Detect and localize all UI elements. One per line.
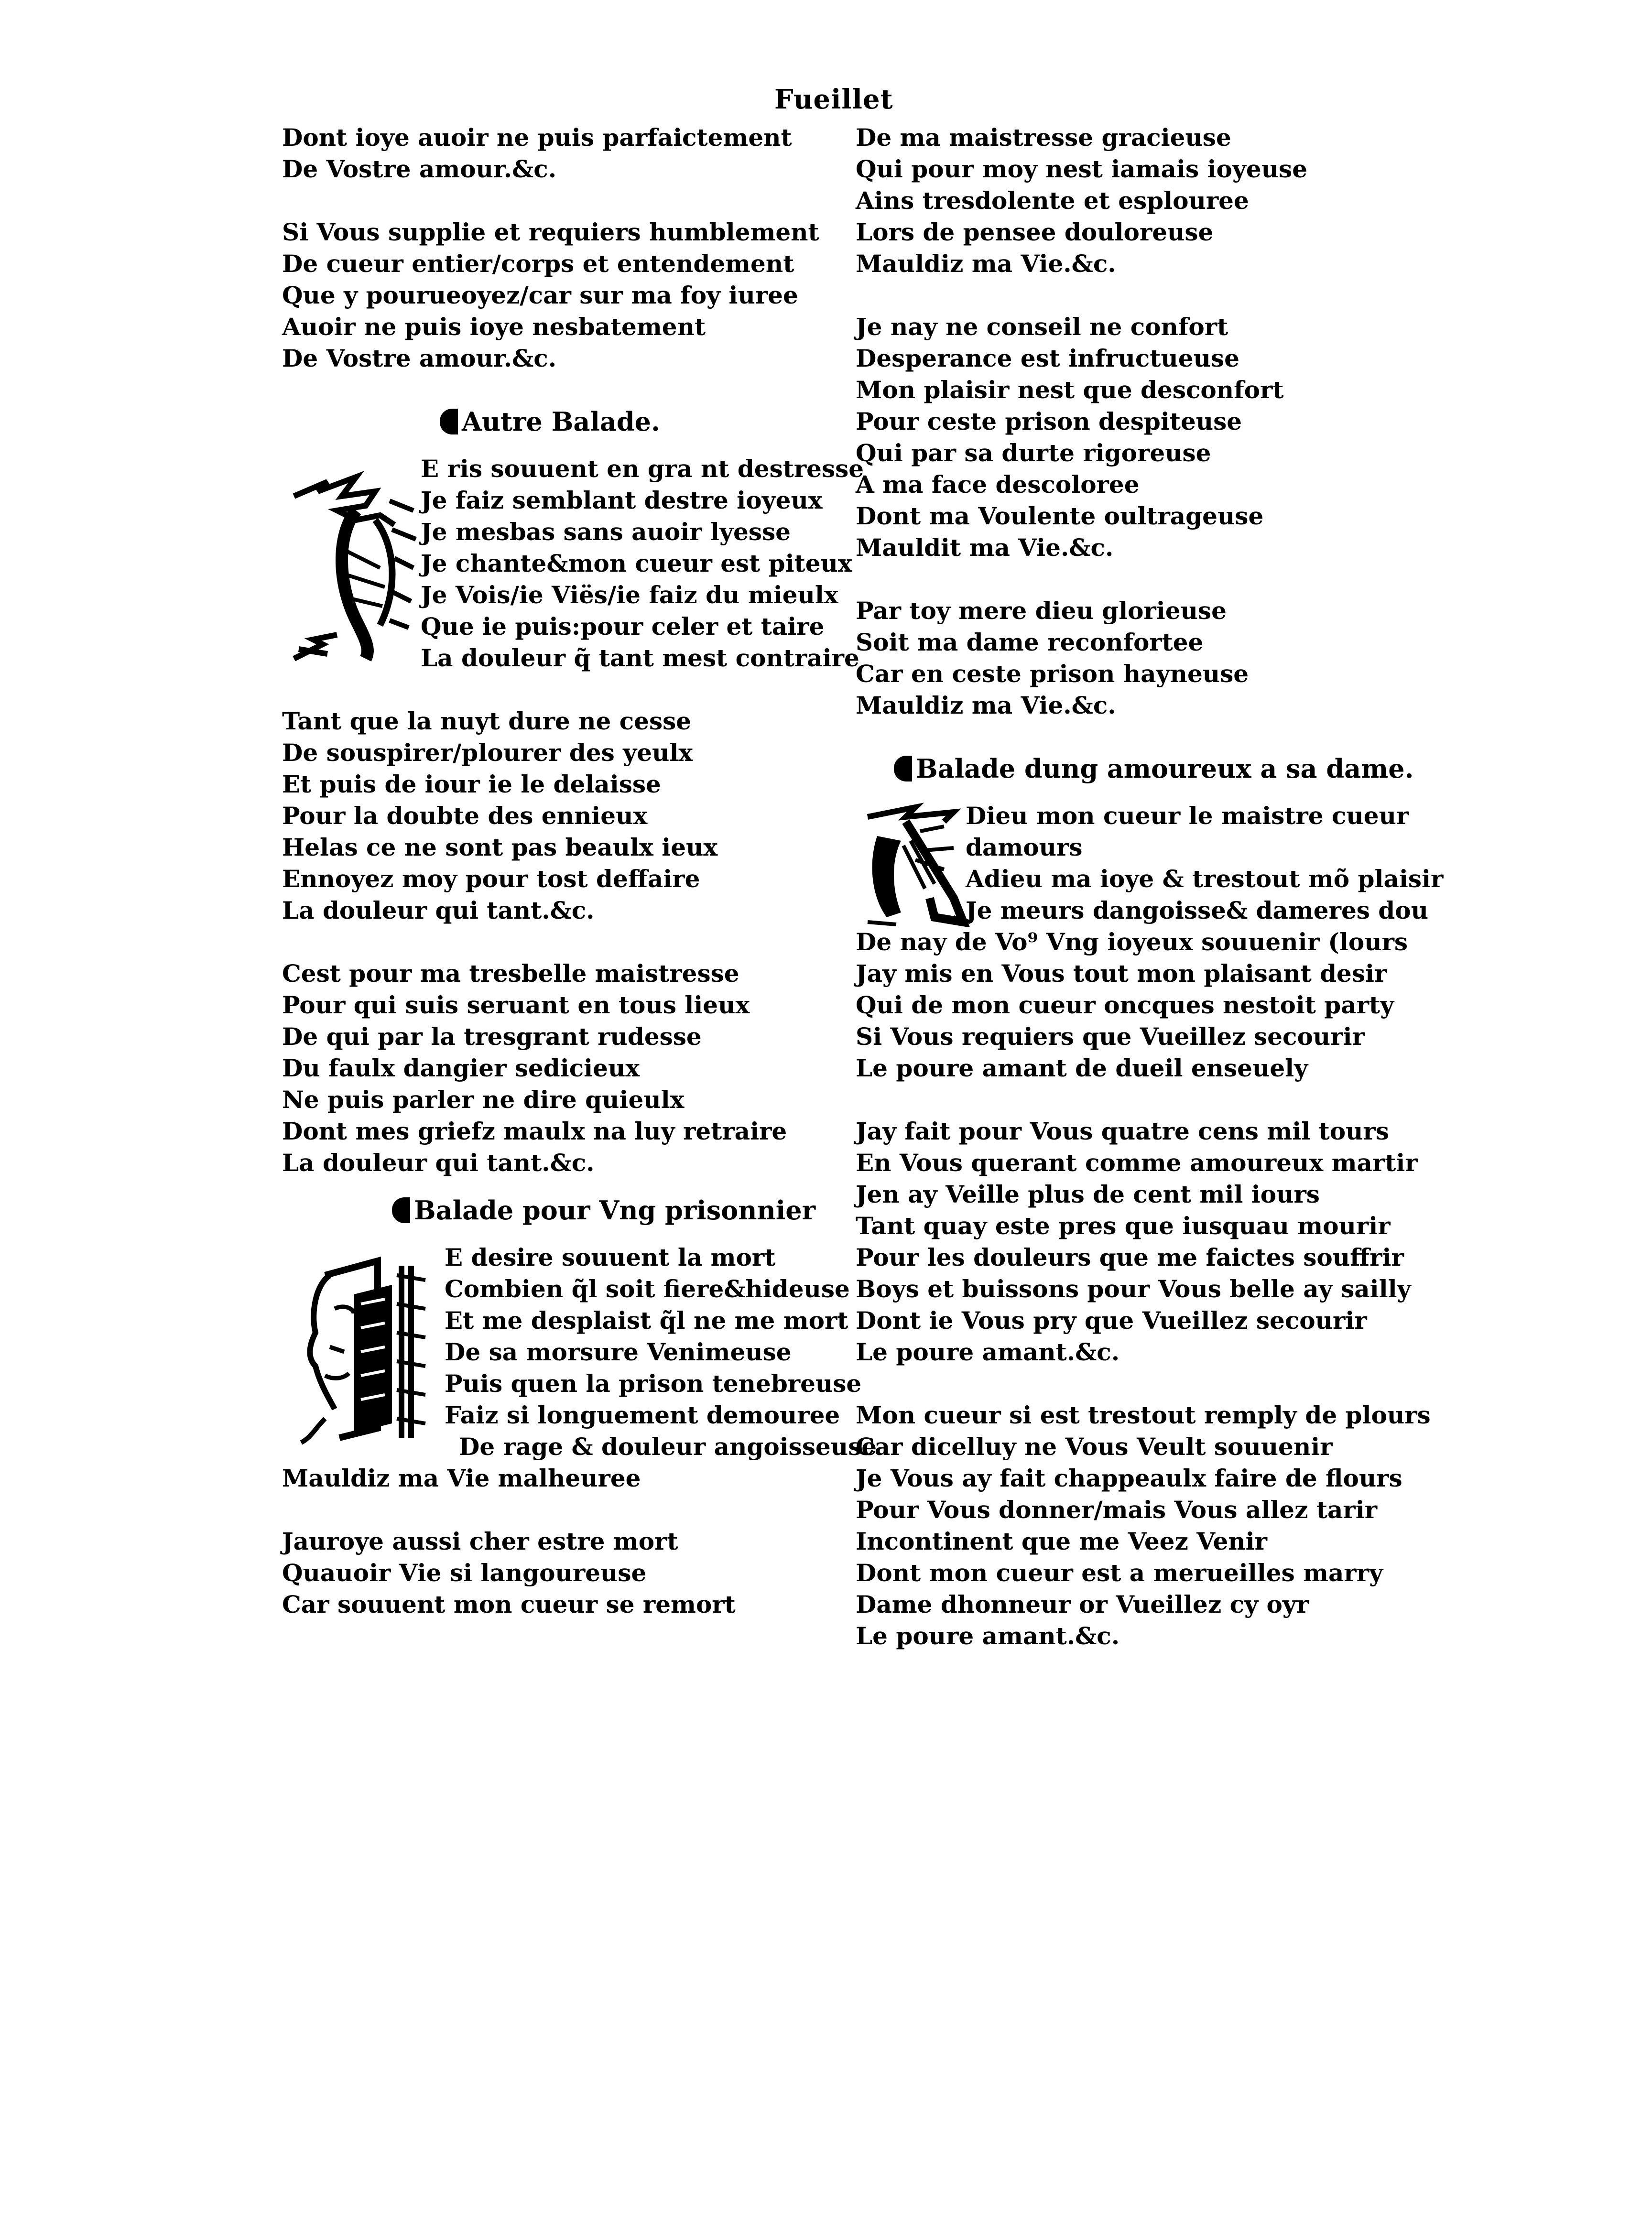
- verse-line: Je mesbas sans auoir lyesse: [421, 518, 791, 546]
- verse-line: Dont mes griefz maulx na luy retraire: [282, 1117, 787, 1145]
- verse-line: Dame dhonneur or Vueillez cy oyr: [856, 1590, 1309, 1618]
- verse-line: Je Vois/ie Viës/ie faiz du mieulx: [421, 581, 838, 609]
- verse-line: Puis quen la prison tenebreuse: [445, 1369, 862, 1398]
- verse-line: De nay de Vo⁹ Vng ioyeux souuenir (lours: [856, 928, 1408, 956]
- verse-line: Car en ceste prison hayneuse: [856, 660, 1249, 688]
- pilcrow-icon: [440, 409, 458, 434]
- stanza: [856, 311, 1420, 564]
- verse-line: Dont ie Vous pry que Vueillez secourir: [856, 1306, 1367, 1335]
- verse-line: Et puis de iour ie le delaisse: [282, 770, 661, 798]
- pilcrow-icon: [392, 1197, 410, 1223]
- verse-line: Tant que la nuyt dure ne cesse: [282, 707, 692, 735]
- verse-line: Boys et buissons pour Vous belle ay sailly: [856, 1275, 1411, 1303]
- heading-text: Autre Balade.: [462, 406, 660, 437]
- verse-line: Que y pourueoyez/car sur ma foy iuree: [282, 281, 798, 309]
- verse-line: Pour la doubte des ennieux: [282, 802, 648, 830]
- page-header: Fueillet: [774, 84, 893, 115]
- verse-line: Du faulx dangier sedicieux: [282, 1054, 640, 1082]
- verse-line: Incontinent que me Veez Venir: [856, 1527, 1267, 1555]
- heading-text: Balade dung amoureux a sa dame.: [916, 753, 1414, 784]
- verse-line: Mon plaisir nest que desconfort: [856, 376, 1284, 404]
- verse-line: Ne puis parler ne dire quieulx: [282, 1085, 685, 1114]
- verse-line: A ma face descoloree: [856, 470, 1140, 499]
- verse-line: De sa morsure Venimeuse: [445, 1338, 792, 1366]
- stanza: [856, 595, 1420, 721]
- verse-line: Pour les douleurs que me faictes souffrir: [856, 1243, 1404, 1271]
- verse-line: Mauldit ma Vie.&c.: [856, 533, 1114, 562]
- verse-line: Mauldiz ma Vie.&c.: [856, 250, 1116, 278]
- verse-line: Cest pour ma tresbelle maistresse: [282, 959, 739, 988]
- verse-line: Je meurs dangoisse& dameres dou: [966, 896, 1428, 924]
- section-heading: [894, 753, 1420, 784]
- stanza: [856, 122, 1420, 280]
- verse-line: Pour qui suis seruant en tous lieux: [282, 991, 750, 1019]
- intro-lines: [282, 122, 841, 185]
- decorated-initial-face: [296, 1247, 440, 1447]
- verse-line: Par toy mere dieu glorieuse: [856, 597, 1227, 625]
- verse-line: Dont ma Voulente oultrageuse: [856, 502, 1264, 530]
- verse-line: Ennoyez moy pour tost deffaire: [282, 865, 700, 893]
- verse-line: Pour Vous donner/mais Vous allez tarir: [856, 1496, 1378, 1524]
- right-column: [856, 122, 1444, 1652]
- verse-line: Car dicelluy ne Vous Veult souuenir: [856, 1433, 1333, 1461]
- verse-line: Que ie puis:pour celer et taire: [421, 612, 825, 640]
- verse-line: Quauoir Vie si langoureuse: [282, 1559, 647, 1587]
- verse-line: Jauroye aussi cher estre mort: [282, 1527, 678, 1555]
- decorated-initial-i: [284, 463, 418, 668]
- stanza: [856, 926, 1420, 1084]
- verse-line: De rage & douleur angoisseuse: [459, 1433, 877, 1461]
- verse-line: Jay mis en Vous tout mon plaisant desir: [856, 959, 1387, 988]
- verse-line: Jay fait pour Vous quatre cens mil tours: [856, 1117, 1389, 1145]
- verse-line: De ma maistresse gracieuse: [856, 123, 1231, 152]
- stanza: [282, 217, 841, 374]
- pilcrow-icon: [894, 756, 912, 782]
- verse-line: damours: [966, 833, 1083, 861]
- verse-line: Si Vous supplie et requiers humblement: [282, 218, 819, 246]
- verse-line: Tant quay este pres que iusquau mourir: [856, 1212, 1391, 1240]
- verse-line: Et me desplaist q̃l ne me mort: [445, 1306, 848, 1335]
- verse-line: Ains tresdolente et esplouree: [856, 186, 1249, 215]
- heading-text: Balade pour Vng prisonnier: [414, 1195, 816, 1226]
- verse-line: Qui de mon cueur oncques nestoit party: [856, 991, 1394, 1019]
- verse-line: E desire souuent la mort: [445, 1243, 776, 1271]
- verse-line: Jen ay Veille plus de cent mil iours: [856, 1180, 1320, 1208]
- verse-line: La douleur qui tant.&c.: [282, 896, 595, 924]
- verse-line: Je faiz semblant destre ioyeux: [421, 486, 823, 514]
- verse-line: Dont ioye auoir ne puis parfaictement: [282, 123, 792, 152]
- verse-line: De Vostre amour.&c.: [282, 155, 557, 183]
- stanza-with-initial: [856, 800, 1444, 926]
- verse-line: Je nay ne conseil ne confort: [856, 313, 1228, 341]
- section-heading: [392, 1194, 841, 1226]
- verse-line: La douleur q̃ tant mest contraire: [421, 644, 859, 672]
- verse-line: Soit ma dame reconfortee: [856, 628, 1204, 656]
- stanza: [282, 1526, 841, 1620]
- verse-line: Car souuent mon cueur se remort: [282, 1590, 736, 1618]
- verse-line: Helas ce ne sont pas beaulx ieux: [282, 833, 718, 861]
- verse-line: Je Vous ay fait chappeaulx faire de flours: [856, 1464, 1402, 1492]
- verse-line: Pour ceste prison despiteuse: [856, 407, 1242, 435]
- verse-line: La douleur qui tant.&c.: [282, 1149, 595, 1177]
- stanza: [282, 958, 841, 1179]
- verse-line: De souspirer/plourer des yeulx: [282, 738, 693, 767]
- verse-line: Le poure amant de dueil enseuely: [856, 1054, 1308, 1082]
- verse-line: De cueur entier/corps et entendement: [282, 250, 794, 278]
- verse-line: Mon cueur si est trestout remply de plours: [856, 1401, 1431, 1429]
- verse-line: E ris souuent en gra nt destresse: [421, 455, 864, 483]
- verse-line: Desperance est infructueuse: [856, 344, 1239, 372]
- verse-line: Dieu mon cueur le maistre cueur: [966, 802, 1409, 830]
- verse-line: Combien q̃l soit fiere&hideuse: [445, 1275, 850, 1303]
- verse-line: De qui par la tresgrant rudesse: [282, 1022, 702, 1051]
- stanza: [856, 1400, 1431, 1652]
- left-column: [282, 122, 877, 1620]
- verse-line: Lors de pensee douloreuse: [856, 218, 1214, 246]
- stanza: [282, 706, 841, 926]
- section-heading: [440, 406, 841, 437]
- verse-line: Je chante&mon cueur est piteux: [421, 549, 852, 577]
- verse-line: Mauldiz ma Vie.&c.: [856, 691, 1116, 719]
- verse-line: Le poure amant.&c.: [856, 1622, 1120, 1650]
- verse-line: Dont mon cueur est a merueilles marry: [856, 1559, 1383, 1587]
- stanza-with-initial: [282, 453, 864, 674]
- verse-line: Qui par sa durte rigoreuse: [856, 439, 1211, 467]
- stanza: [856, 1116, 1420, 1368]
- verse-line: Le poure amant.&c.: [856, 1338, 1120, 1366]
- verse-line: Qui pour moy nest iamais ioyeuse: [856, 155, 1308, 183]
- verse-line: Adieu ma ioye & trestout mõ plaisir: [966, 865, 1444, 893]
- verse-line: Faiz si longuement demouree: [445, 1401, 840, 1429]
- verse-line: En Vous querant comme amoureux martir: [856, 1149, 1418, 1177]
- verse-line: Auoir ne puis ioye nesbatement: [282, 313, 706, 341]
- verse-line: De Vostre amour.&c.: [282, 344, 557, 372]
- stanza-with-initial: [282, 1242, 877, 1463]
- decorated-initial-a: [858, 803, 973, 927]
- verse-line: Mauldiz ma Vie malheuree: [282, 1464, 641, 1492]
- verse-line: Si Vous requiers que Vueillez secourir: [856, 1022, 1365, 1051]
